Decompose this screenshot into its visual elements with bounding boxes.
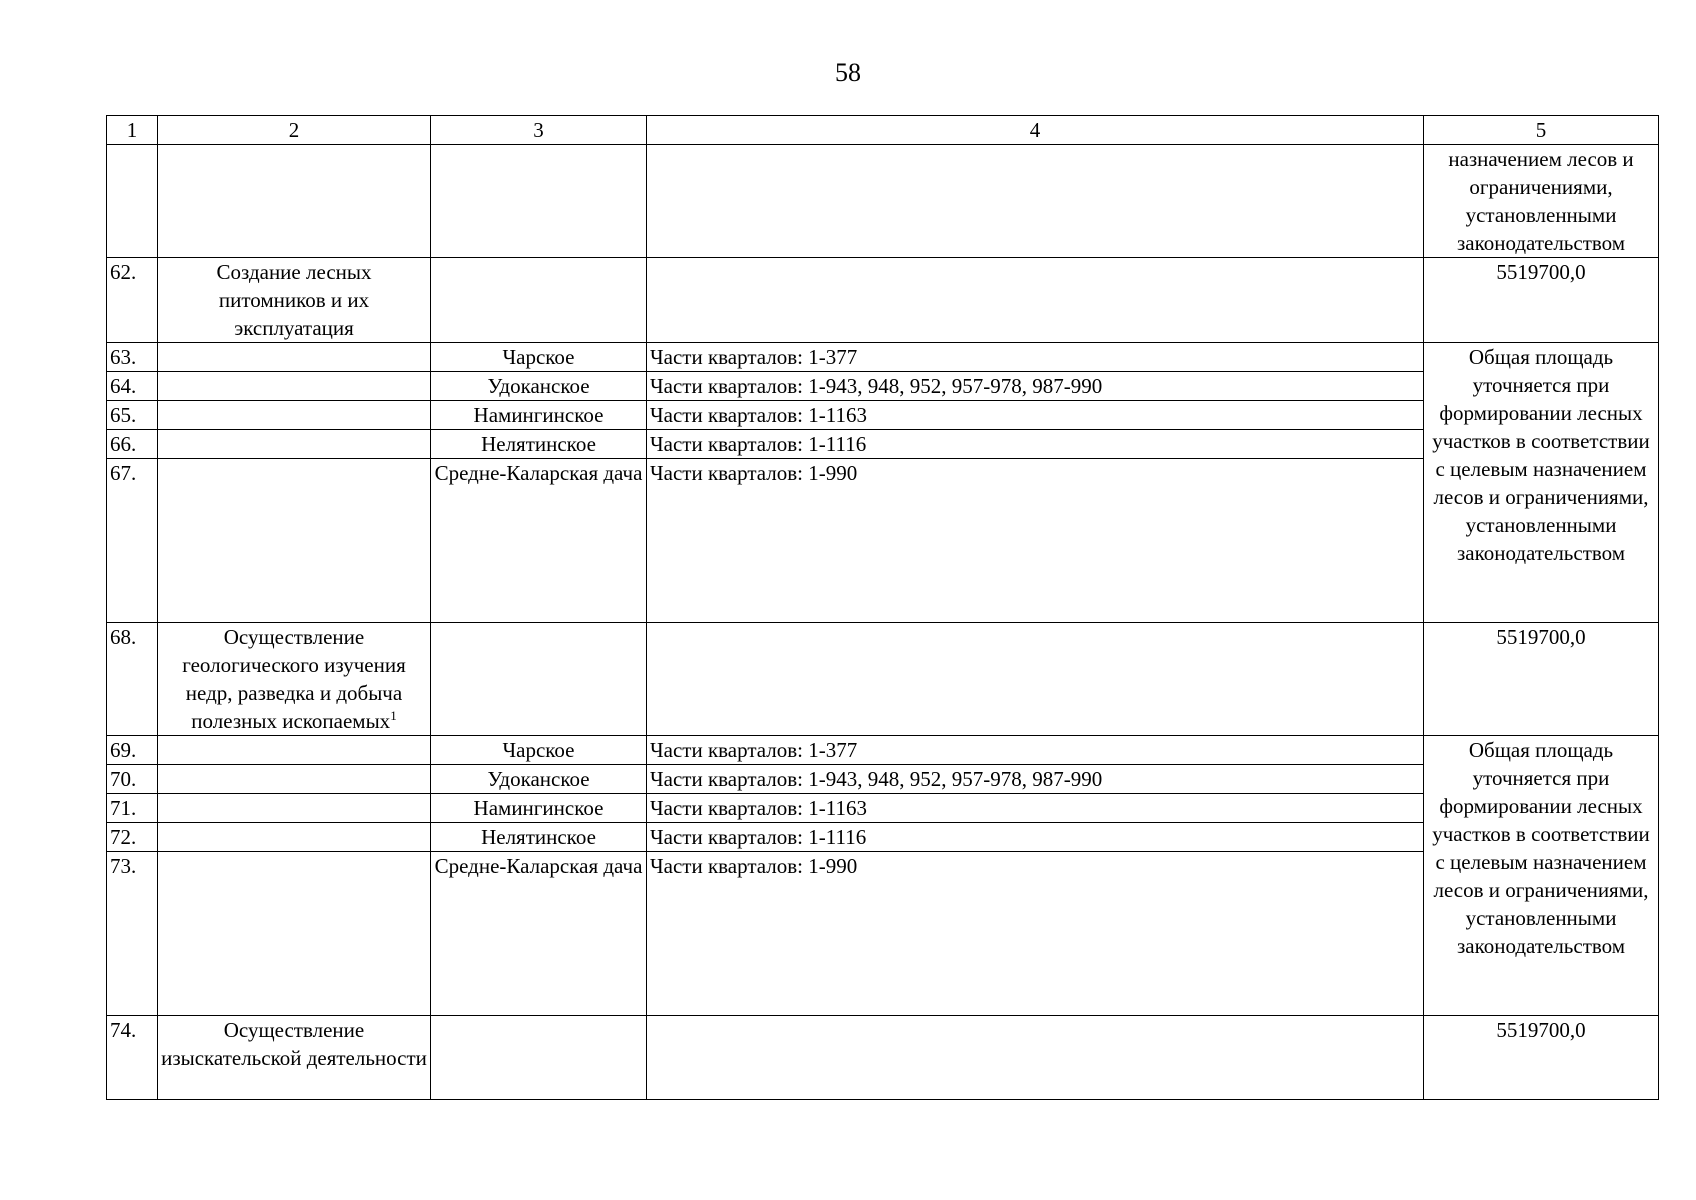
row-number: 63. bbox=[107, 343, 158, 372]
footnote-marker: 1 bbox=[390, 708, 397, 723]
row-number: 73. bbox=[107, 852, 158, 1016]
header-col-5: 5 bbox=[1424, 116, 1659, 145]
forestry-name: Намингинское bbox=[431, 401, 647, 430]
activity-name bbox=[158, 623, 431, 736]
quarters-text: Части кварталов: 1-1163 bbox=[647, 794, 1424, 823]
quarters-text: Части кварталов: 1-1116 bbox=[647, 430, 1424, 459]
row-number: 72. bbox=[107, 823, 158, 852]
table-row bbox=[107, 623, 1659, 736]
activity-name: Осуществление изыскательской деятельности bbox=[158, 1016, 431, 1100]
table-row bbox=[107, 258, 1659, 343]
forest-use-table bbox=[106, 115, 1659, 1100]
quarters-text: Части кварталов: 1-377 bbox=[647, 343, 1424, 372]
forestry-name: Намингинское bbox=[431, 794, 647, 823]
forestry-name: Удоканское bbox=[431, 765, 647, 794]
row-number: 71. bbox=[107, 794, 158, 823]
quarters-text: Части кварталов: 1-943, 948, 952, 957-978, 987-990 bbox=[647, 372, 1424, 401]
quarters-text: Части кварталов: 1-990 bbox=[647, 852, 1424, 1016]
header-col-3: 3 bbox=[431, 116, 647, 145]
row-number: 65. bbox=[107, 401, 158, 430]
forestry-name: Чарское bbox=[431, 343, 647, 372]
continuation-row bbox=[107, 145, 1659, 258]
quarters-text: Части кварталов: 1-990 bbox=[647, 459, 1424, 623]
area-value: 5519700,0 bbox=[1424, 1016, 1659, 1100]
table-row bbox=[107, 736, 1659, 765]
row-number: 62. bbox=[107, 258, 158, 343]
activity-name: Создание лесных питомников и их эксплуатация bbox=[158, 258, 431, 343]
forestry-name: Удоканское bbox=[431, 372, 647, 401]
row-number: 68. bbox=[107, 623, 158, 736]
forestry-name: Средне-Каларская дача bbox=[431, 852, 647, 1016]
row-number: 74. bbox=[107, 1016, 158, 1100]
table-row bbox=[107, 343, 1659, 372]
forestry-name: Чарское bbox=[431, 736, 647, 765]
quarters-text: Части кварталов: 1-943, 948, 952, 957-978, 987-990 bbox=[647, 765, 1424, 794]
row-number: 67. bbox=[107, 459, 158, 623]
forestry-name: Средне-Каларская дача bbox=[431, 459, 647, 623]
quarters-text: Части кварталов: 1-1116 bbox=[647, 823, 1424, 852]
area-note: Общая площадь уточняется при формировании лесных участков в соответствии с целевым назначением лесов и ограничениями, установленными законодательством bbox=[1424, 736, 1659, 1016]
quarters-text: Части кварталов: 1-377 bbox=[647, 736, 1424, 765]
table-row bbox=[107, 1016, 1659, 1100]
area-note: Общая площадь уточняется при формировании лесных участков в соответствии с целевым назначением лесов и ограничениями, установленными законодательством bbox=[1424, 343, 1659, 623]
continuation-note: назначением лесов и ограничениями, установленными законодательством bbox=[1424, 145, 1659, 258]
activity-text: Осуществление геологического изучения недр, разведка и добыча полезных ископаемых bbox=[182, 625, 406, 733]
header-col-1: 1 bbox=[107, 116, 158, 145]
header-row bbox=[107, 116, 1659, 145]
quarters-text: Части кварталов: 1-1163 bbox=[647, 401, 1424, 430]
header-col-2: 2 bbox=[158, 116, 431, 145]
forestry-name: Нелятинское bbox=[431, 430, 647, 459]
row-number: 66. bbox=[107, 430, 158, 459]
row-number: 69. bbox=[107, 736, 158, 765]
row-number: 64. bbox=[107, 372, 158, 401]
forestry-name: Нелятинское bbox=[431, 823, 647, 852]
page-number: 58 bbox=[835, 58, 861, 87]
row-number: 70. bbox=[107, 765, 158, 794]
header-col-4: 4 bbox=[647, 116, 1424, 145]
area-value: 5519700,0 bbox=[1424, 623, 1659, 736]
area-value: 5519700,0 bbox=[1424, 258, 1659, 343]
